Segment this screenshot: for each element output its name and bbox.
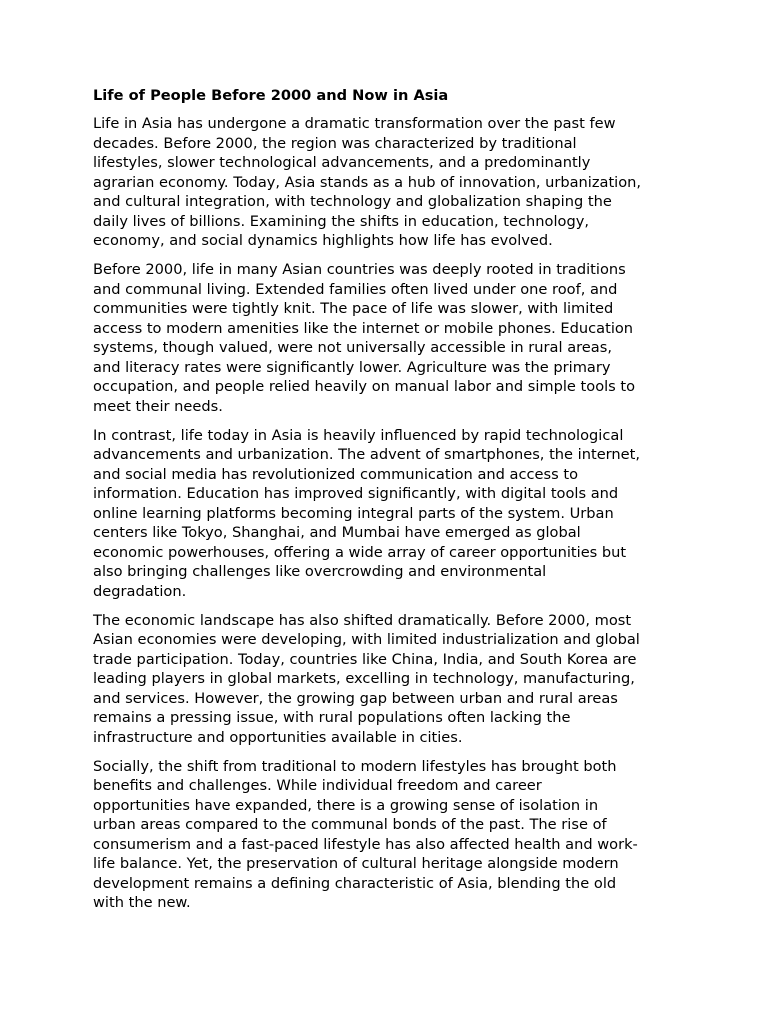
paragraph-line: and literacy rates were significantly lower. Agriculture was the primary [93,358,611,376]
paragraph-line: benefits and challenges. While individual freedom and career [93,777,542,794]
paragraph-line: access to modern amenities like the internet or mobile phones. Education [93,319,634,337]
paragraph-line: consumerism and a fast-paced lifestyle has also affected health and work- [93,835,638,853]
paragraph-line: online learning platforms becoming integral parts of the system. Urban [93,504,614,522]
paragraph-line: Asian economies were developing, with limited industrialization and global [93,631,640,648]
document-title: Life of People Before 2000 and Now in Asia [93,87,449,104]
paragraph-line: meet their needs. [93,397,223,415]
paragraph-line: lifestyles, slower technological advancements, and a predominantly [93,154,591,171]
paragraph-line: development remains a defining characteristic of Asia, blending the old [93,874,617,892]
paragraph-line: Life in Asia has undergone a dramatic transformation over the past few [93,115,616,132]
paragraph-line: and communal living. Extended families often lived under one roof, and [93,280,618,298]
paragraph-line: information. Education has improved significantly, with digital tools and [93,485,619,502]
paragraph-line: remains a pressing issue, with rural populations often lacking the [93,709,571,726]
paragraph-line: and social media has revolutionized communication and access to [93,465,579,483]
paragraph-line: agrarian economy. Today, Asia stands as a hub of innovation, urbanization, [93,173,642,191]
paragraph-line: communities were tightly knit. The pace of life was slower, with limited [93,300,614,317]
paragraph-line: economic powerhouses, offering a wide array of career opportunities but [93,543,627,561]
paragraph-line: degradation. [93,582,187,600]
paragraph-line: In contrast, life today in Asia is heavily influenced by rapid technological [93,426,624,444]
paragraph-line: life balance. Yet, the preservation of cultural heritage alongside modern [93,855,619,872]
paragraph-line: occupation, and people relied heavily on manual labor and simple tools to [93,378,636,395]
paragraph-line: also bringing challenges like overcrowding and environmental [93,563,547,580]
paragraph-life-today [93,426,675,602]
paragraph-line: infrastructure and opportunities available in cities. [93,728,463,746]
paragraph-line: with the new. [93,894,191,911]
paragraph-line: advancements and urbanization. The advent of smartphones, the internet, [93,446,641,463]
paragraph-line: The economic landscape has also shifted dramatically. Before 2000, most [93,611,632,629]
paragraph-line: decades. Before 2000, the region was characterized by traditional [93,134,577,152]
paragraph-social-shift [93,757,675,913]
paragraph-line: trade participation. Today, countries like China, India, and South Korea are [93,650,637,668]
paragraph-line: and services. However, the growing gap between urban and rural areas [93,689,618,707]
paragraph-line: leading players in global markets, excelling in technology, manufacturing, [93,670,635,687]
paragraph-line: opportunities have expanded, there is a growing sense of isolation in [93,796,599,814]
paragraph-line: Before 2000, life in many Asian countries was deeply rooted in traditions [93,261,626,278]
paragraph-line: urban areas compared to the communal bonds of the past. The rise of [93,816,607,833]
paragraph-line: economy, and social dynamics highlights how life has evolved. [93,232,553,249]
paragraph-introduction [93,114,675,251]
paragraph-line: systems, though valued, were not universally accessible in rural areas, [93,339,612,356]
paragraph-before-2000 [93,260,675,416]
paragraph-economic-landscape [93,611,675,748]
paragraph-line: Socially, the shift from traditional to modern lifestyles has brought both [93,757,617,775]
paragraph-line: and cultural integration, with technology and globalization shaping the [93,193,612,210]
paragraph-line: daily lives of billions. Examining the shifts in education, technology, [93,212,589,230]
paragraph-line: centers like Tokyo, Shanghai, and Mumbai have emerged as global [93,524,581,541]
document-page [93,86,675,922]
